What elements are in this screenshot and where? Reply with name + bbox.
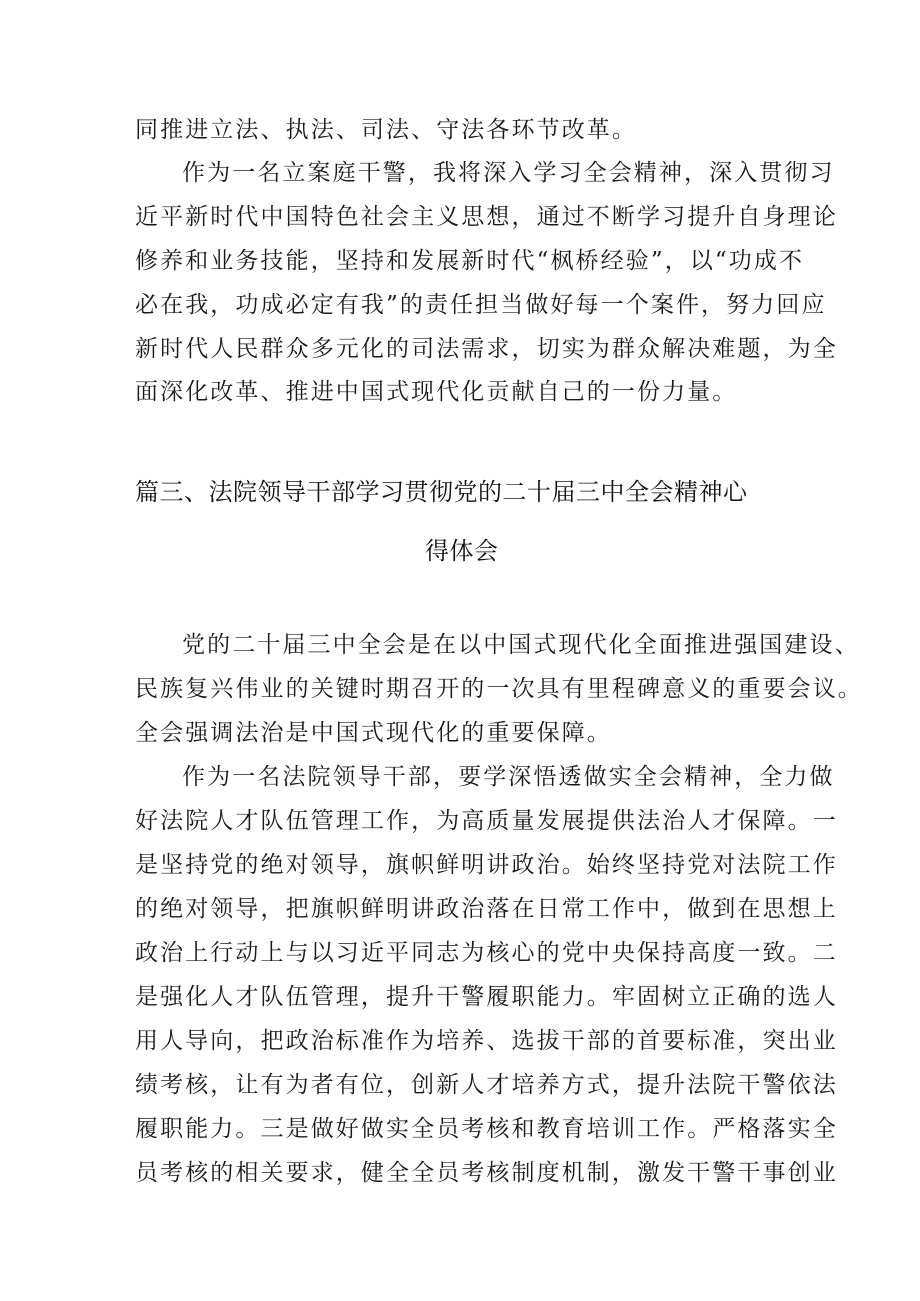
paragraph-3-line: 员考核的相关要求，健全全员考核制度机制，激发干警干事创业: [135, 1160, 838, 1186]
paragraph-2-line: 全会强调法治是中国式现代化的重要保障。: [135, 720, 612, 746]
paragraph-3-line: 是坚持党的绝对领导，旗帜鲜明讲政治。始终坚持党对法院工作: [135, 852, 838, 878]
paragraph-3-line: 的绝对领导，把旗帜鲜明讲政治落在日常工作中，做到在思想上: [135, 896, 838, 922]
section-heading-line-1: 篇三、法院领导干部学习贯彻党的二十届三中全会精神心: [135, 478, 748, 506]
paragraph-3-line: 作为一名法院领导干部，要学深悟透做实全会精神，全力做: [182, 764, 835, 790]
paragraph-2-line: 民族复兴伟业的关键时期召开的一次具有里程碑意义的重要会议。: [135, 676, 863, 702]
paragraph-3-line: 政治上行动上与以习近平同志为核心的党中央保持高度一致。二: [135, 940, 838, 966]
paragraph-3-line: 绩考核，让有为者有位，创新人才培养方式，提升法院干警依法: [135, 1072, 838, 1098]
paragraph-3-line: 用人导向，把政治标准作为培养、选拔干部的首要标准，突出业: [135, 1028, 838, 1054]
paragraph-1-line: 新时代人民群众多元化的司法需求，切实为群众解决难题，为全: [135, 336, 838, 362]
paragraph-3-line: 履职能力。三是做好做实全员考核和教育培训工作。严格落实全: [135, 1116, 838, 1142]
continuation-line: 同推进立法、执法、司法、守法各环节改革。: [135, 117, 637, 143]
paragraph-1-line: 作为一名立案庭干警，我将深入学习全会精神，深入贯彻习: [182, 160, 835, 186]
paragraph-1-line: 面深化改革、推进中国式现代化贡献自己的一份力量。: [135, 379, 738, 405]
paragraph-3-line: 好法院人才队伍管理工作，为高质量发展提供法治人才保障。一: [135, 808, 838, 834]
paragraph-3-line: 是强化人才队伍管理，提升干警履职能力。牢固树立正确的选人: [135, 984, 838, 1010]
section-heading-line-2: 得体会: [425, 537, 499, 565]
paragraph-1-line: 近平新时代中国特色社会主义思想，通过不断学习提升自身理论: [135, 204, 838, 230]
paragraph-1-line: 修养和业务技能，坚持和发展新时代“枫桥经验”，以“功成不: [135, 248, 805, 274]
paragraph-2-line: 党的二十届三中全会是在以中国式现代化全面推进强国建设、: [182, 632, 860, 658]
paragraph-1-line: 必在我，功成必定有我”的责任担当做好每一个案件，努力回应: [135, 292, 827, 318]
